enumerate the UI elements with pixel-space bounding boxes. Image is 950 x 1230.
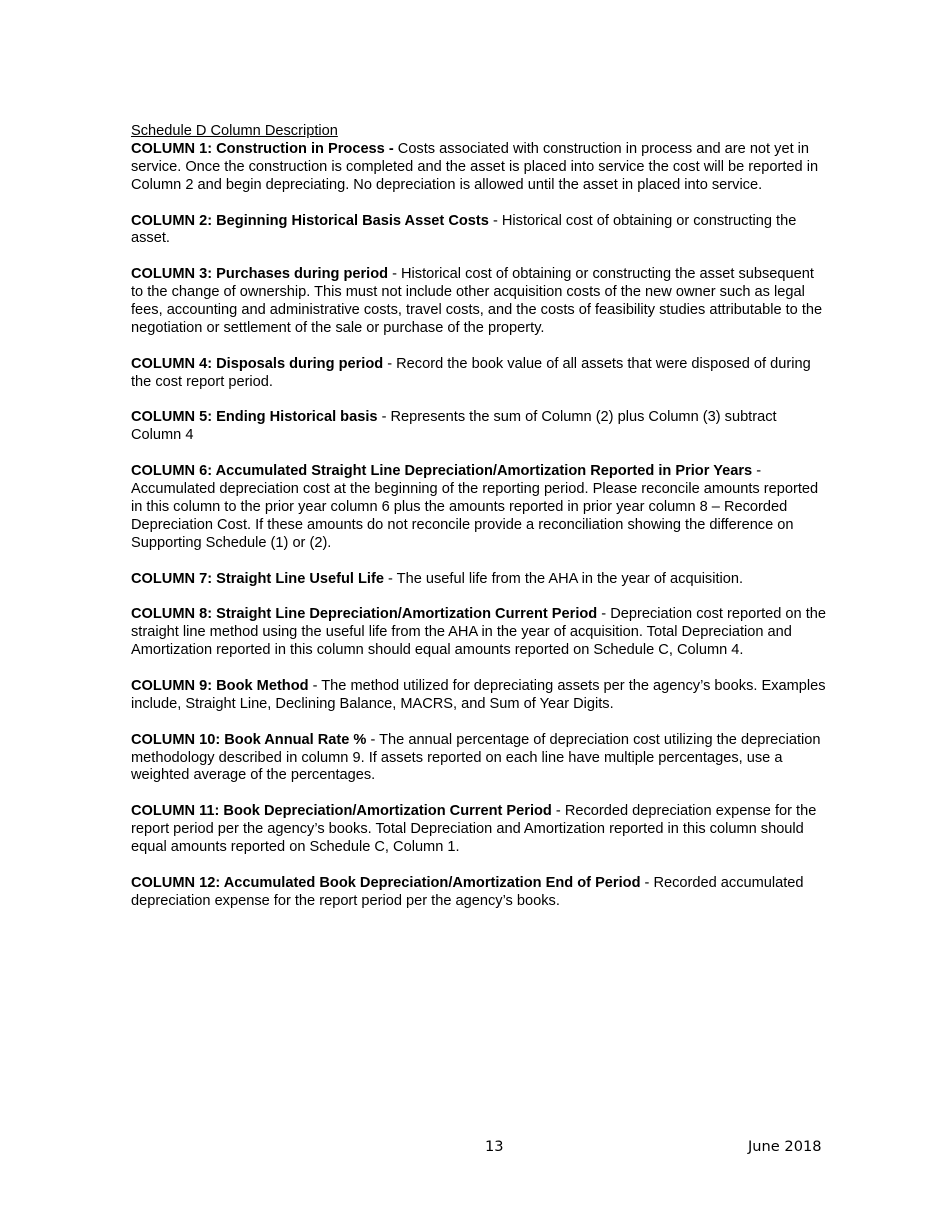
column-4-text: - Record the book value of all assets that were disposed of during the cost report period. — [131, 355, 811, 390]
column-1-description — [131, 141, 826, 195]
column-3-description — [131, 266, 826, 338]
column-2-description — [131, 213, 826, 249]
column-6-title: COLUMN 6: Accumulated Straight Line Depreciation/Amortization Reported in Prior Years — [131, 463, 753, 480]
column-7-title: COLUMN 7: Straight Line Useful Life — [131, 570, 384, 587]
column-9-text: - The method utilized for depreciating assets per the agency’s books. Examples include, Straight Line, Declining Balance, MACRS, and Sum of Year Digits. — [131, 677, 826, 712]
column-10-description — [131, 732, 826, 786]
column-5-description — [131, 409, 826, 445]
column-4-description — [131, 356, 826, 392]
column-1-text: Costs associated with construction in process and are not yet in service. Once the construction is completed and the asset is placed into service the cost will be reported in Column 2 and begin depreciating. No depreciation is allowed until the asset in placed into service. — [131, 140, 819, 193]
column-5-text: - Represents the sum of Column (2) plus Column (3) subtract Column 4 — [131, 409, 777, 444]
column-9-title: COLUMN 9: Book Method — [131, 677, 309, 694]
column-7-text: - The useful life from the AHA in the year of acquisition. — [383, 570, 744, 587]
column-7-description — [131, 571, 826, 589]
document-body — [131, 123, 826, 929]
column-11-description — [131, 803, 826, 857]
column-6-text: - Accumulated depreciation cost at the beginning of the reporting period. Please reconcile amounts reported in this column to the prior year column 6 plus the amounts reported in prior year column 8 – Recorded Depreciation Cost. If these amounts do not reconcile provide a reconciliation showing the difference on Supporting Schedule (1) or (2). — [131, 463, 819, 551]
column-11-text: - Recorded depreciation expense for the report period per the agency’s books. Total Depreciation and Amortization reported in this column should equal amounts reported on Schedule C, Column 1. — [131, 803, 817, 856]
section-heading: Schedule D Column Description — [131, 123, 338, 139]
column-8-text: - Depreciation cost reported on the straight line method using the useful life from the AHA in the year of acquisition. Total Depreciation and Amortization reported in this column should equal amounts reported on Schedule C, Column 4. — [131, 606, 826, 659]
column-12-text: - Recorded accumulated depreciation expense for the report period per the agency’s books. — [131, 874, 804, 909]
column-5-title: COLUMN 5: Ending Historical basis — [131, 409, 378, 426]
column-8-description — [131, 606, 826, 660]
column-3-text: - Historical cost of obtaining or constructing the asset subsequent to the change of ownership. This must not include other acquisition costs of the new owner such as legal fees, accounting and administrative costs, travel costs, and the costs of feasibility studies attributable to the negotiation or settlement of the sale or purchase of the property. — [131, 266, 823, 336]
column-3-title: COLUMN 3: Purchases during period — [131, 266, 389, 283]
column-8-title: COLUMN 8: Straight Line Depreciation/Amortization Current Period — [131, 606, 598, 623]
column-12-title: COLUMN 12: Accumulated Book Depreciation/Amortization End of Period — [131, 874, 641, 891]
column-6-description — [131, 463, 826, 553]
column-10-text: - The annual percentage of depreciation cost utilizing the depreciation methodology described in column 9. If assets reported on each line have multiple percentages, use a weighted average of the percentages. — [131, 731, 821, 784]
column-2-text: - Historical cost of obtaining or constructing the asset. — [131, 212, 797, 247]
column-11-title: COLUMN 11: Book Depreciation/Amortization Current Period — [131, 803, 552, 820]
column-2-title: COLUMN 2: Beginning Historical Basis Asset Costs — [131, 212, 489, 229]
column-10-title: COLUMN 10: Book Annual Rate % — [131, 731, 367, 748]
page-number: 13 — [485, 1138, 504, 1155]
column-1-title: COLUMN 1: Construction in Process - — [131, 140, 394, 157]
footer-date: June 2018 — [748, 1138, 822, 1155]
column-4-title: COLUMN 4: Disposals during period — [131, 355, 384, 372]
column-9-description — [131, 678, 826, 714]
column-12-description — [131, 875, 826, 911]
